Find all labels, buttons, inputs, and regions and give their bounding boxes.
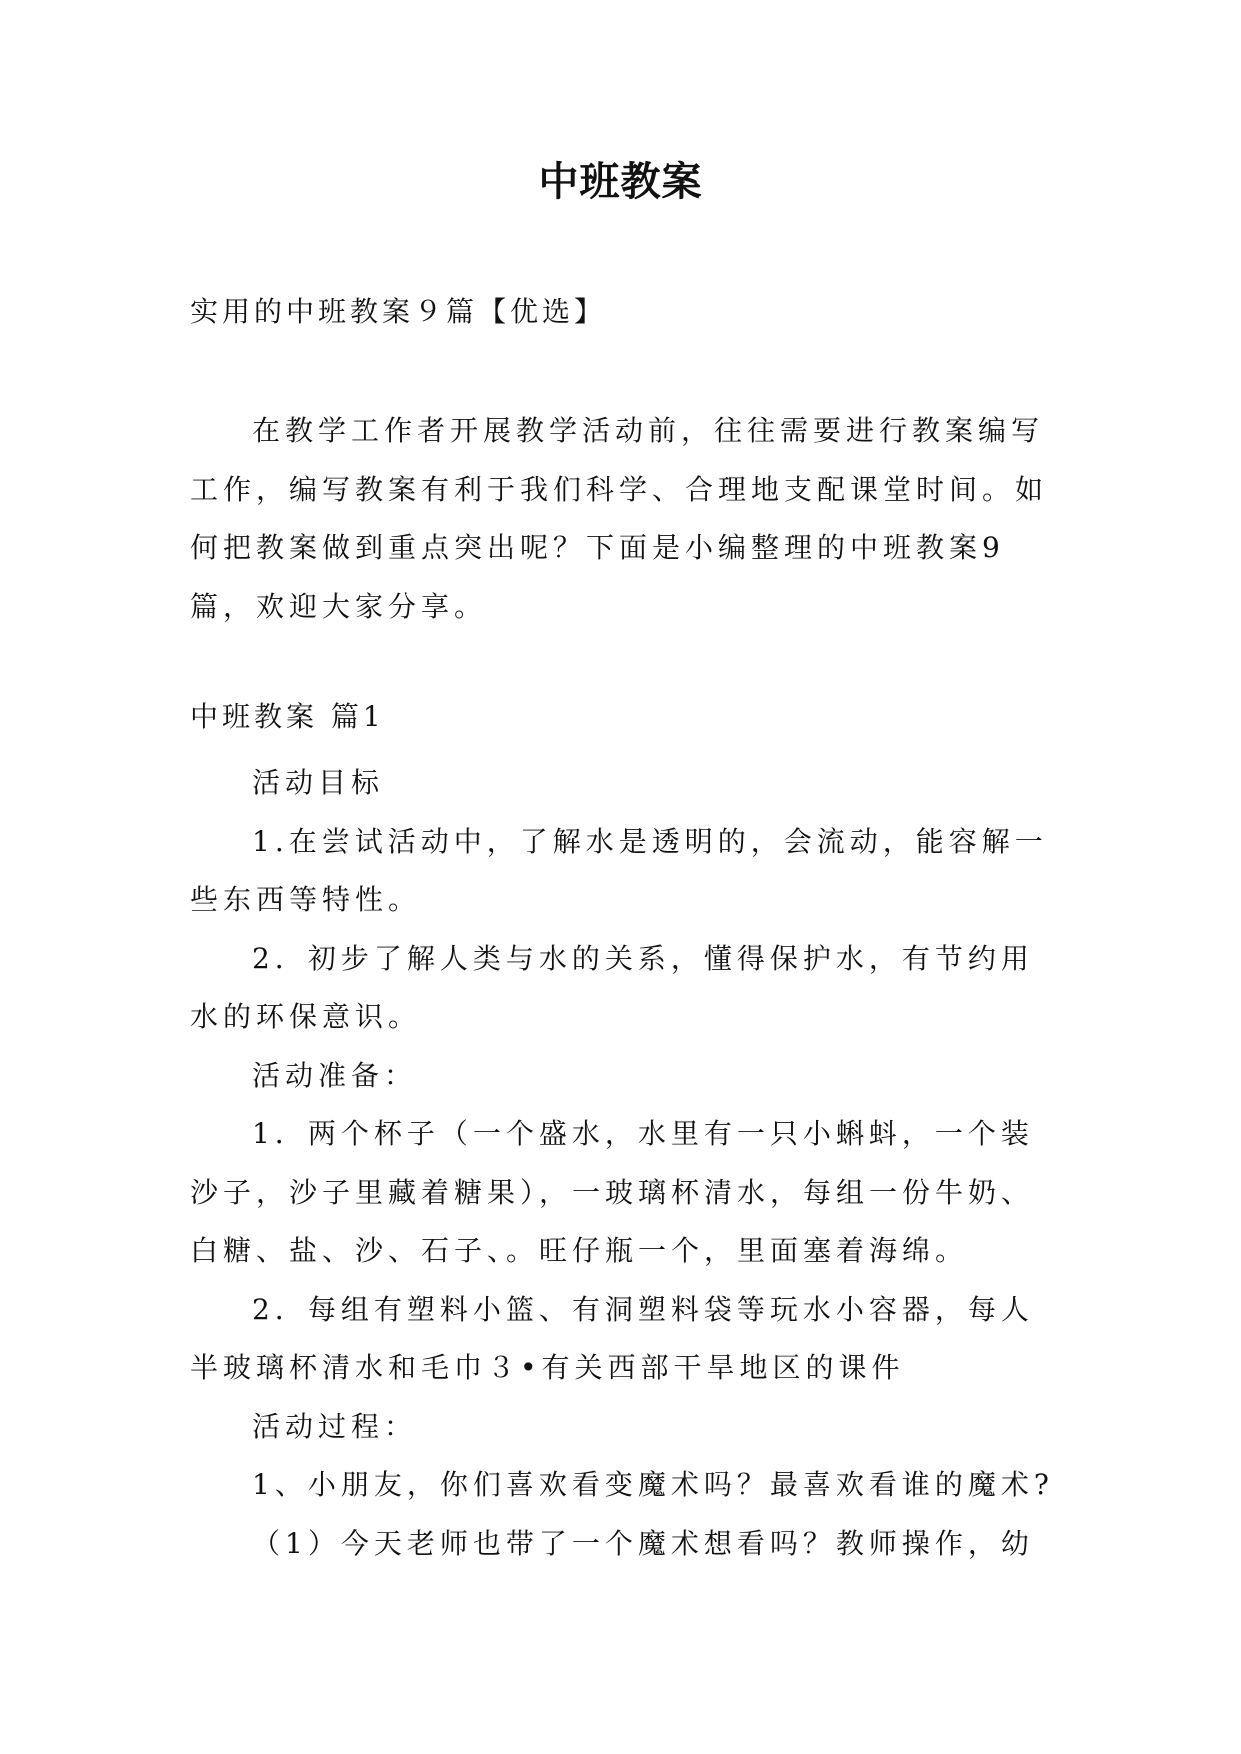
activity-process-substep-1: （1）今天老师也带了一个魔术想看吗？教师操作，幼 bbox=[252, 1526, 1034, 1560]
section-heading: 中班教案 篇1 bbox=[190, 700, 385, 733]
activity-goal-item-2: 2．初步了解人类与水的关系，懂得保护水，有节约用水的环保意识。 bbox=[190, 941, 1034, 1033]
activity-preparation-item-1: 1．两个杯子（一个盛水，水里有一只小蝌蚪，一个装沙子，沙子里藏着糖果），一玻璃杯清水，每组一份牛奶、白糖、盐、沙、石子、。旺仔瓶一个，里面塞着海绵。 bbox=[190, 1117, 1035, 1267]
document-subtitle: 实用的中班教案９篇【优选】 bbox=[190, 295, 607, 328]
activity-preparation-heading: 活动准备： bbox=[252, 1058, 418, 1092]
activity-preparation-item-2: 2．每组有塑料小篮、有洞塑料袋等玩水小容器，每人半玻璃杯清水和毛巾３•有关西部干旱地区的课件 bbox=[190, 1292, 1034, 1384]
intro-paragraph: 在教学工作者开展教学活动前，往往需要进行教案编写工作，编写教案有利于我们科学、合理地支配课堂时间。如何把教案做到重点突出呢？下面是小编整理的中班教案9篇，欢迎大家分享。 bbox=[190, 414, 1049, 623]
activity-goal-item-1: 1.在尝试活动中，了解水是透明的，会流动，能容解一些东西等特性。 bbox=[190, 824, 1048, 916]
activity-process-step-1: 1、小朋友，你们喜欢看变魔术吗？最喜欢看谁的魔术? bbox=[252, 1468, 1054, 1501]
document-title: 中班教案 bbox=[538, 158, 703, 205]
activity-process-heading: 活动过程： bbox=[252, 1409, 418, 1443]
activity-goal-heading: 活动目标 bbox=[252, 766, 385, 799]
lesson-body bbox=[190, 754, 1060, 1573]
